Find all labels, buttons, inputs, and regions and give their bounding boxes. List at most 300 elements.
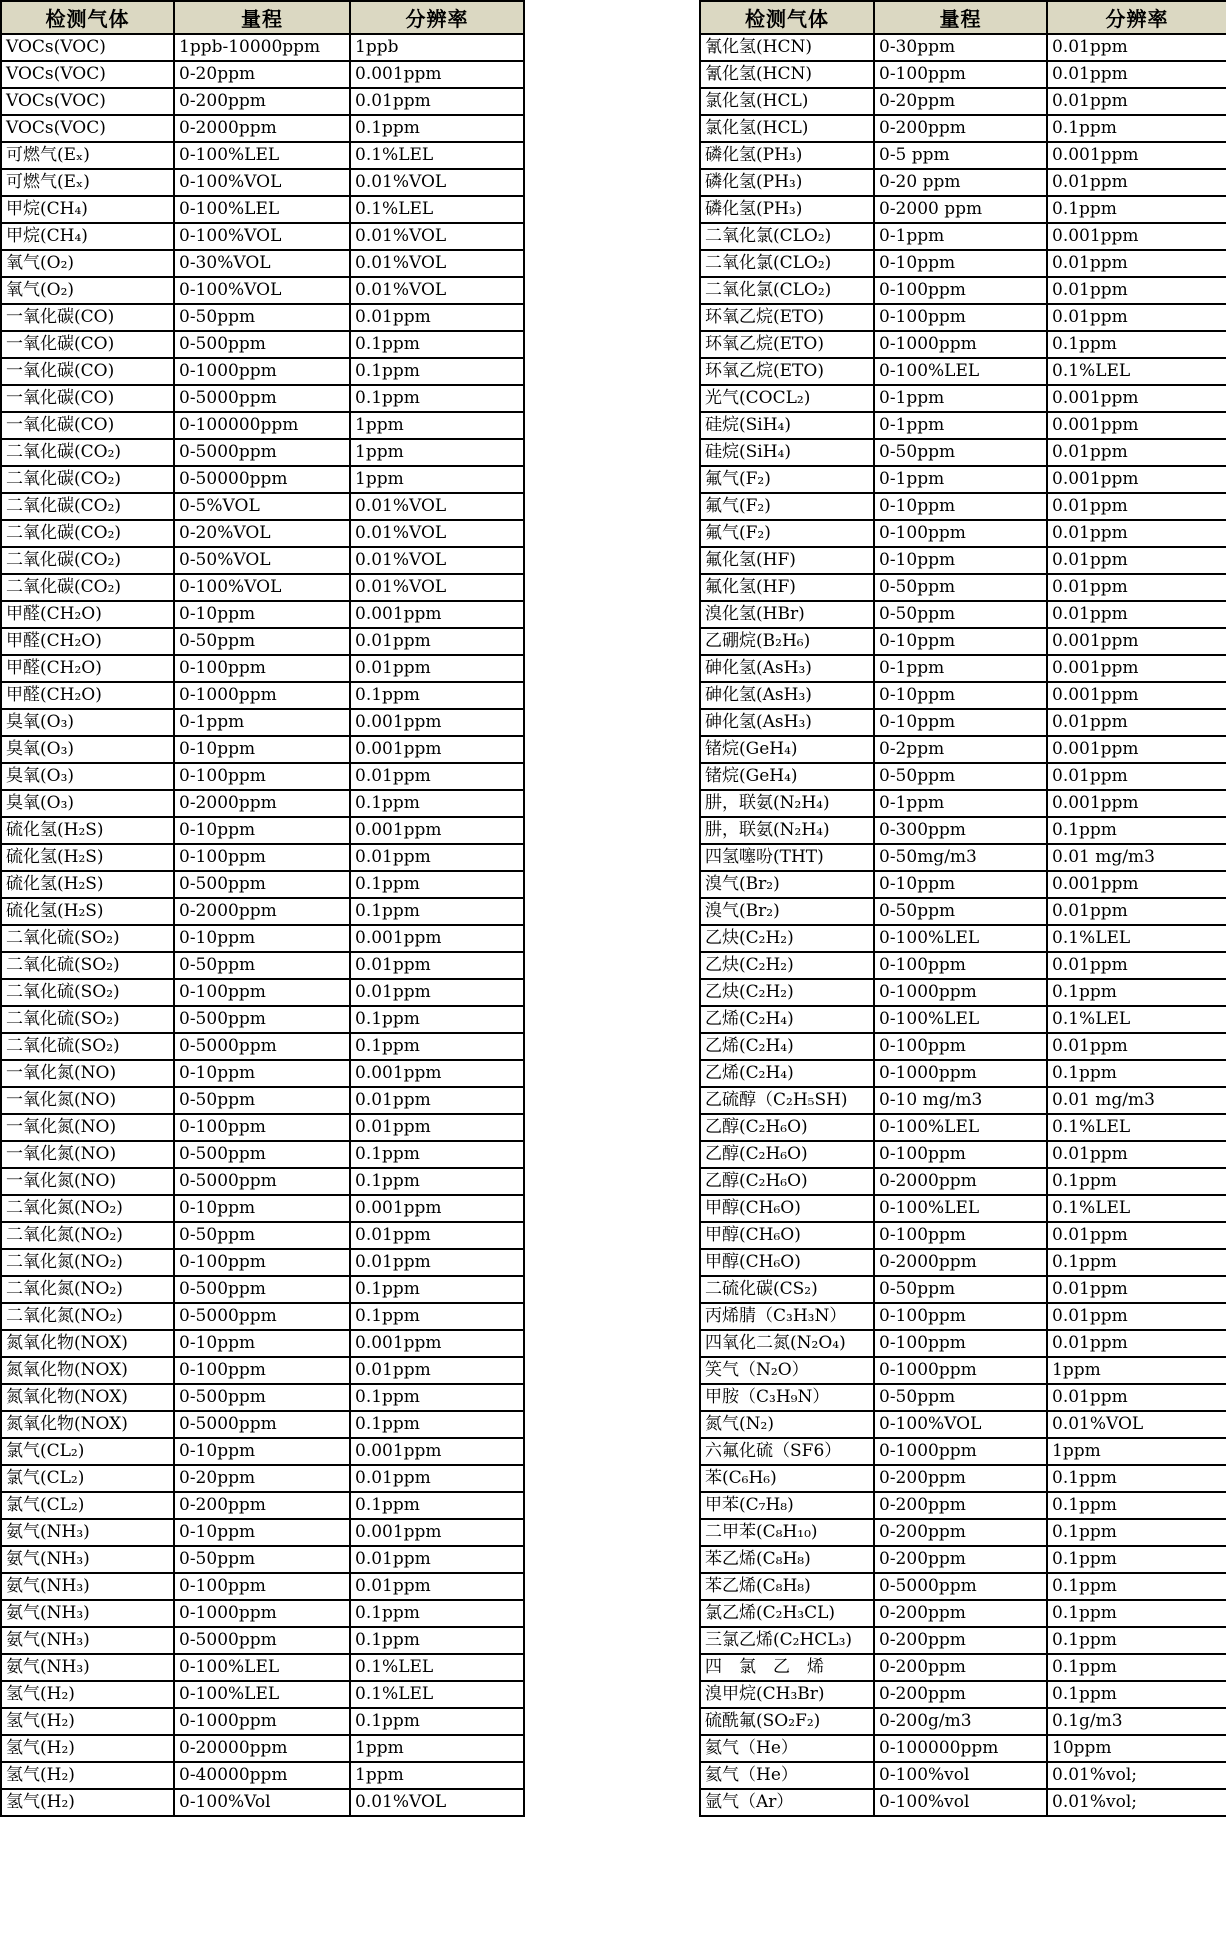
resolution-cell: 0.1ppm [1047, 1519, 1226, 1546]
resolution-cell: 0.001ppm [1047, 655, 1226, 682]
range-cell: 0-100%LEL [174, 142, 350, 169]
table-row [1, 1735, 524, 1762]
gas-name-cell: 二氧化碳(CO₂) [1, 574, 174, 601]
gas-name-cell: 二氧化碳(CO₂) [1, 493, 174, 520]
gas-name-cell: 硫化氢(H₂S) [1, 844, 174, 871]
table-row [700, 601, 1226, 628]
range-cell: 0-100ppm [174, 763, 350, 790]
range-cell: 1ppb-10000ppm [174, 34, 350, 61]
gas-name-cell: 氰化氢(HCN) [700, 34, 874, 61]
resolution-cell: 0.01ppm [1047, 1303, 1226, 1330]
range-cell: 0-100%VOL [174, 277, 350, 304]
table-row [700, 1465, 1226, 1492]
table-row [700, 466, 1226, 493]
range-cell: 0-500ppm [174, 1141, 350, 1168]
range-cell: 0-100ppm [174, 979, 350, 1006]
range-cell: 0-200ppm [874, 1519, 1047, 1546]
resolution-cell: 0.1%LEL [1047, 1195, 1226, 1222]
table-row [700, 331, 1226, 358]
table-row [700, 34, 1226, 61]
table-row [700, 979, 1226, 1006]
range-cell: 0-50ppm [874, 439, 1047, 466]
table-row [700, 1654, 1226, 1681]
table-row [1, 1087, 524, 1114]
gas-name-cell: 氟气(F₂) [700, 493, 874, 520]
range-cell: 0-2000ppm [174, 790, 350, 817]
range-cell: 0-30%VOL [174, 250, 350, 277]
table-row [1, 1276, 524, 1303]
gas-name-cell: 氨气(NH₃) [1, 1600, 174, 1627]
gas-name-cell: 砷化氢(AsH₃) [700, 709, 874, 736]
table-row [1, 331, 524, 358]
range-cell: 0-200ppm [874, 115, 1047, 142]
range-cell: 0-300ppm [874, 817, 1047, 844]
table-row [1, 736, 524, 763]
range-cell: 0-10ppm [874, 547, 1047, 574]
gas-name-cell: 溴气(Br₂) [700, 898, 874, 925]
table-row [1, 88, 524, 115]
gas-name-cell: 二氧化氮(NO₂) [1, 1249, 174, 1276]
range-cell: 0-10ppm [874, 709, 1047, 736]
gas-name-cell: 溴化氢(HBr) [700, 601, 874, 628]
table-row [1, 979, 524, 1006]
range-cell: 0-500ppm [174, 331, 350, 358]
resolution-cell: 0.01%VOL [350, 250, 524, 277]
table-row [1, 1654, 524, 1681]
resolution-cell: 0.1ppm [1047, 1681, 1226, 1708]
range-cell: 0-1000ppm [874, 979, 1047, 1006]
table-row [700, 871, 1226, 898]
range-cell: 0-100ppm [874, 277, 1047, 304]
range-cell: 0-10 mg/m3 [874, 1087, 1047, 1114]
resolution-cell: 0.001ppm [1047, 412, 1226, 439]
range-cell: 0-10ppm [174, 925, 350, 952]
resolution-cell: 0.1ppm [350, 1276, 524, 1303]
gas-name-cell: 二甲苯(C₈H₁₀) [700, 1519, 874, 1546]
table-row [1, 925, 524, 952]
table-row [1, 1708, 524, 1735]
range-cell: 0-1ppm [874, 385, 1047, 412]
range-cell: 0-10ppm [874, 628, 1047, 655]
range-cell: 0-5000ppm [174, 1303, 350, 1330]
table-row [1, 1168, 524, 1195]
resolution-cell: 0.1ppm [1047, 1168, 1226, 1195]
range-cell: 0-100000ppm [174, 412, 350, 439]
resolution-cell: 0.1ppm [350, 358, 524, 385]
range-cell: 0-1000ppm [174, 358, 350, 385]
gas-name-cell: 氨气(NH₃) [1, 1519, 174, 1546]
resolution-cell: 0.001ppm [350, 1195, 524, 1222]
range-cell: 0-500ppm [174, 871, 350, 898]
gas-name-cell: 氨气(NH₃) [1, 1546, 174, 1573]
gas-name-cell: 丙烯腈（C₃H₃N） [700, 1303, 874, 1330]
resolution-cell: 0.001ppm [1047, 736, 1226, 763]
resolution-cell: 0.01%VOL [1047, 1411, 1226, 1438]
range-cell: 0-5000ppm [174, 439, 350, 466]
range-cell: 0-5%VOL [174, 493, 350, 520]
table-row [1, 169, 524, 196]
gas-spec-table-left [0, 0, 525, 1817]
range-cell: 0-100ppm [874, 1033, 1047, 1060]
range-cell: 0-50ppm [874, 763, 1047, 790]
range-cell: 0-10ppm [174, 1060, 350, 1087]
column-header-resolution: 分辨率 [1047, 1, 1226, 34]
resolution-cell: 0.01ppm [1047, 61, 1226, 88]
range-cell: 0-100%LEL [174, 1681, 350, 1708]
gas-name-cell: 氟气(F₂) [700, 466, 874, 493]
table-row [700, 196, 1226, 223]
gas-name-cell: 乙醇(C₂H₆O) [700, 1141, 874, 1168]
range-cell: 0-10ppm [174, 736, 350, 763]
table-row [1, 1789, 524, 1816]
range-cell: 0-100%VOL [174, 169, 350, 196]
range-cell: 0-5000ppm [174, 1411, 350, 1438]
range-cell: 0-1000ppm [174, 682, 350, 709]
resolution-cell: 1ppm [350, 1735, 524, 1762]
resolution-cell: 0.01 mg/m3 [1047, 844, 1226, 871]
resolution-cell: 0.001ppm [1047, 682, 1226, 709]
gas-name-cell: 氯乙烯(C₂H₃CL) [700, 1600, 874, 1627]
range-cell: 0-200ppm [874, 1492, 1047, 1519]
resolution-cell: 1ppb [350, 34, 524, 61]
table-row [700, 1708, 1226, 1735]
gas-name-cell: 六氟化硫（SF6） [700, 1438, 874, 1465]
table-row [700, 574, 1226, 601]
table-row [1, 1060, 524, 1087]
gas-name-cell: 二氧化硫(SO₂) [1, 952, 174, 979]
table-row [1, 1384, 524, 1411]
resolution-cell: 1ppm [350, 1762, 524, 1789]
gas-name-cell: 硅烷(SiH₄) [700, 412, 874, 439]
resolution-cell: 0.1%LEL [1047, 1006, 1226, 1033]
resolution-cell: 0.01ppm [350, 1465, 524, 1492]
table-row [700, 547, 1226, 574]
range-cell: 0-50ppm [874, 1384, 1047, 1411]
table-row [1, 574, 524, 601]
gas-name-cell: 氢气(H₂) [1, 1762, 174, 1789]
gas-name-cell: 四氧化二氮(N₂O₄) [700, 1330, 874, 1357]
table-row [700, 493, 1226, 520]
gas-name-cell: 氢气(H₂) [1, 1735, 174, 1762]
gas-name-cell: 二硫化碳(CS₂) [700, 1276, 874, 1303]
range-cell: 0-10ppm [174, 1438, 350, 1465]
column-header-range: 量程 [874, 1, 1047, 34]
table-header-row [1, 1, 524, 34]
resolution-cell: 0.1ppm [1047, 1465, 1226, 1492]
resolution-cell: 0.001ppm [1047, 628, 1226, 655]
resolution-cell: 0.01ppm [350, 1573, 524, 1600]
resolution-cell: 0.01ppm [1047, 952, 1226, 979]
table-row [700, 1627, 1226, 1654]
table-row [700, 250, 1226, 277]
resolution-cell: 0.001ppm [1047, 871, 1226, 898]
table-row [700, 628, 1226, 655]
table-row [1, 1600, 524, 1627]
resolution-cell: 0.001ppm [1047, 385, 1226, 412]
column-header-gas: 检测气体 [1, 1, 174, 34]
resolution-cell: 0.1ppm [350, 1411, 524, 1438]
gas-name-cell: VOCs(VOC) [1, 61, 174, 88]
table-row [700, 115, 1226, 142]
range-cell: 0-200ppm [874, 1546, 1047, 1573]
range-cell: 0-500ppm [174, 1276, 350, 1303]
table-row [700, 1195, 1226, 1222]
resolution-cell: 10ppm [1047, 1735, 1226, 1762]
gas-name-cell: 三氯乙烯(C₂HCL₃) [700, 1627, 874, 1654]
resolution-cell: 0.01%VOL [350, 520, 524, 547]
resolution-cell: 0.1g/m3 [1047, 1708, 1226, 1735]
resolution-cell: 0.001ppm [1047, 790, 1226, 817]
gas-name-cell: 甲醛(CH₂O) [1, 601, 174, 628]
resolution-cell: 0.1ppm [1047, 115, 1226, 142]
resolution-cell: 0.01ppm [350, 88, 524, 115]
gas-name-cell: 乙烯(C₂H₄) [700, 1060, 874, 1087]
gas-name-cell: 锗烷(GeH₄) [700, 763, 874, 790]
range-cell: 0-20%VOL [174, 520, 350, 547]
range-cell: 0-50ppm [174, 304, 350, 331]
gas-name-cell: 二氧化氮(NO₂) [1, 1303, 174, 1330]
gas-name-cell: 乙炔(C₂H₂) [700, 979, 874, 1006]
resolution-cell: 1ppm [350, 412, 524, 439]
gas-name-cell: 硫化氢(H₂S) [1, 817, 174, 844]
range-cell: 0-50%VOL [174, 547, 350, 574]
resolution-cell: 1ppm [350, 466, 524, 493]
table-row [1, 1762, 524, 1789]
range-cell: 0-1000ppm [174, 1600, 350, 1627]
range-cell: 0-200ppm [874, 1627, 1047, 1654]
resolution-cell: 0.01ppm [1047, 250, 1226, 277]
table-row [700, 1222, 1226, 1249]
gas-name-cell: 甲烷(CH₄) [1, 196, 174, 223]
resolution-cell: 0.1%LEL [350, 142, 524, 169]
gas-name-cell: 一氧化氮(NO) [1, 1060, 174, 1087]
gas-name-cell: 氯气(CL₂) [1, 1465, 174, 1492]
range-cell: 0-30ppm [874, 34, 1047, 61]
gas-spec-table-right [699, 0, 1226, 1817]
range-cell: 0-500ppm [174, 1006, 350, 1033]
resolution-cell: 0.01ppm [350, 844, 524, 871]
resolution-cell: 0.1ppm [1047, 1600, 1226, 1627]
table-row [700, 1330, 1226, 1357]
table-row [1, 1249, 524, 1276]
range-cell: 0-500ppm [174, 1384, 350, 1411]
resolution-cell: 0.01ppm [1047, 574, 1226, 601]
table-row [1, 682, 524, 709]
range-cell: 0-100%LEL [874, 1195, 1047, 1222]
range-cell: 0-100%LEL [874, 925, 1047, 952]
range-cell: 0-1000ppm [874, 1438, 1047, 1465]
resolution-cell: 0.1%LEL [1047, 1114, 1226, 1141]
gas-name-cell: 甲醛(CH₂O) [1, 628, 174, 655]
resolution-cell: 0.01ppm [350, 1357, 524, 1384]
table-row [700, 61, 1226, 88]
table-row [1, 628, 524, 655]
table-row [1, 304, 524, 331]
range-cell: 0-50ppm [874, 1276, 1047, 1303]
range-cell: 0-100ppm [874, 952, 1047, 979]
gas-name-cell: 肼，联氨(N₂H₄) [700, 817, 874, 844]
table-row [700, 1681, 1226, 1708]
range-cell: 0-10ppm [874, 871, 1047, 898]
table-row [700, 1384, 1226, 1411]
gas-name-cell: 溴甲烷(CH₃Br) [700, 1681, 874, 1708]
gas-name-cell: 二氧化硫(SO₂) [1, 979, 174, 1006]
range-cell: 0-100%LEL [174, 196, 350, 223]
range-cell: 0-50ppm [874, 898, 1047, 925]
gas-name-cell: 磷化氢(PH₃) [700, 169, 874, 196]
range-cell: 0-200g/m3 [874, 1708, 1047, 1735]
resolution-cell: 0.01ppm [1047, 493, 1226, 520]
range-cell: 0-100ppm [874, 1222, 1047, 1249]
table-row [700, 1546, 1226, 1573]
range-cell: 0-50ppm [874, 574, 1047, 601]
gas-name-cell: 甲醇(CH₆O) [700, 1195, 874, 1222]
range-cell: 0-10ppm [174, 1519, 350, 1546]
table-row [1, 34, 524, 61]
range-cell: 0-100ppm [174, 1114, 350, 1141]
table-row [1, 898, 524, 925]
range-cell: 0-5000ppm [174, 1627, 350, 1654]
range-cell: 0-200ppm [874, 1600, 1047, 1627]
table-row [1, 601, 524, 628]
range-cell: 0-200ppm [874, 1465, 1047, 1492]
resolution-cell: 0.1ppm [350, 898, 524, 925]
table-row [1, 1222, 524, 1249]
table-row [700, 844, 1226, 871]
gas-name-cell: 四氢噻吩(THT) [700, 844, 874, 871]
resolution-cell: 0.1ppm [1047, 817, 1226, 844]
gas-name-cell: 硫化氢(H₂S) [1, 871, 174, 898]
resolution-cell: 0.001ppm [350, 1330, 524, 1357]
resolution-cell: 0.01ppm [1047, 1222, 1226, 1249]
resolution-cell: 0.01ppm [350, 763, 524, 790]
range-cell: 0-100ppm [874, 1303, 1047, 1330]
resolution-cell: 0.1ppm [350, 1006, 524, 1033]
range-cell: 0-1ppm [874, 412, 1047, 439]
table-row [700, 1087, 1226, 1114]
gas-name-cell: 乙醇(C₂H₆O) [700, 1114, 874, 1141]
resolution-cell: 0.01ppm [1047, 898, 1226, 925]
resolution-cell: 0.1ppm [350, 1627, 524, 1654]
table-row [700, 898, 1226, 925]
resolution-cell: 0.01ppm [1047, 1330, 1226, 1357]
table-row [1, 1114, 524, 1141]
resolution-cell: 0.01ppm [1047, 277, 1226, 304]
range-cell: 0-100ppm [874, 1330, 1047, 1357]
column-header-gas: 检测气体 [700, 1, 874, 34]
table-row [700, 277, 1226, 304]
gas-name-cell: 氯化氢(HCL) [700, 88, 874, 115]
table-row [1, 871, 524, 898]
table-row [1, 520, 524, 547]
table-row [1, 439, 524, 466]
resolution-cell: 0.01%VOL [350, 1789, 524, 1816]
gas-name-cell: 二氧化碳(CO₂) [1, 547, 174, 574]
table-row [700, 1168, 1226, 1195]
resolution-cell: 0.01 mg/m3 [1047, 1087, 1226, 1114]
resolution-cell: 0.1%LEL [1047, 925, 1226, 952]
table-row [700, 412, 1226, 439]
gas-name-cell: 乙硼烷(B₂H₆) [700, 628, 874, 655]
gas-name-cell: 二氧化氯(CLO₂) [700, 223, 874, 250]
resolution-cell: 0.01%VOL [350, 277, 524, 304]
range-cell: 0-100%VOL [174, 223, 350, 250]
gas-name-cell: 氰化氢(HCN) [700, 61, 874, 88]
resolution-cell: 0.01ppm [350, 1114, 524, 1141]
gas-name-cell: 氨气(NH₃) [1, 1654, 174, 1681]
resolution-cell: 0.01%vol; [1047, 1762, 1226, 1789]
resolution-cell: 0.01ppm [350, 1087, 524, 1114]
table-row [700, 1411, 1226, 1438]
resolution-cell: 0.1ppm [1047, 1627, 1226, 1654]
range-cell: 0-40000ppm [174, 1762, 350, 1789]
resolution-cell: 1ppm [1047, 1357, 1226, 1384]
resolution-cell: 0.001ppm [1047, 142, 1226, 169]
table-row [1, 61, 524, 88]
range-cell: 0-100ppm [874, 1141, 1047, 1168]
resolution-cell: 0.1ppm [350, 790, 524, 817]
range-cell: 0-50ppm [174, 1087, 350, 1114]
range-cell: 0-10ppm [174, 601, 350, 628]
resolution-cell: 0.001ppm [350, 817, 524, 844]
gas-name-cell: 乙醇(C₂H₆O) [700, 1168, 874, 1195]
resolution-cell: 0.01%VOL [350, 547, 524, 574]
resolution-cell: 0.001ppm [350, 1060, 524, 1087]
resolution-cell: 0.1%LEL [350, 1681, 524, 1708]
gas-name-cell: 环氧乙烷(ETO) [700, 358, 874, 385]
gas-name-cell: 臭氧(O₃) [1, 709, 174, 736]
table-row [700, 358, 1226, 385]
gas-name-cell: 二氧化氮(NO₂) [1, 1276, 174, 1303]
range-cell: 0-20ppm [874, 88, 1047, 115]
resolution-cell: 0.01%VOL [350, 223, 524, 250]
table-row [1, 1573, 524, 1600]
range-cell: 0-100%vol [874, 1762, 1047, 1789]
resolution-cell: 0.001ppm [350, 709, 524, 736]
resolution-cell: 0.1ppm [1047, 979, 1226, 1006]
range-cell: 0-2000ppm [874, 1168, 1047, 1195]
range-cell: 0-50ppm [174, 628, 350, 655]
gas-name-cell: 甲醛(CH₂O) [1, 655, 174, 682]
resolution-cell: 0.1ppm [350, 385, 524, 412]
resolution-cell: 0.001ppm [1047, 223, 1226, 250]
range-cell: 0-5000ppm [174, 385, 350, 412]
gas-name-cell: 硅烷(SiH₄) [700, 439, 874, 466]
table-row [1, 709, 524, 736]
table-row [700, 439, 1226, 466]
table-row [700, 1303, 1226, 1330]
table-row [1, 250, 524, 277]
gas-name-cell: 氨气(NH₃) [1, 1573, 174, 1600]
resolution-cell: 0.1ppm [1047, 1060, 1226, 1087]
resolution-cell: 0.1ppm [350, 1303, 524, 1330]
gas-name-cell: 乙硫醇（C₂H₅SH) [700, 1087, 874, 1114]
table-row [1, 1438, 524, 1465]
gas-name-cell: 臭氧(O₃) [1, 763, 174, 790]
gas-name-cell: 氢气(H₂) [1, 1708, 174, 1735]
resolution-cell: 0.1ppm [350, 1492, 524, 1519]
gas-name-cell: 氟化氢(HF) [700, 574, 874, 601]
gas-name-cell: 二氧化碳(CO₂) [1, 439, 174, 466]
gas-name-cell: 氯气(CL₂) [1, 1492, 174, 1519]
table-row [1, 1330, 524, 1357]
gas-name-cell: 氩气（Ar） [700, 1789, 874, 1816]
table-row [700, 520, 1226, 547]
table-row [700, 1762, 1226, 1789]
range-cell: 0-100ppm [174, 1357, 350, 1384]
gas-name-cell: 氮氧化物(NOX) [1, 1411, 174, 1438]
gas-name-cell: 苯乙烯(C₈H₈) [700, 1546, 874, 1573]
